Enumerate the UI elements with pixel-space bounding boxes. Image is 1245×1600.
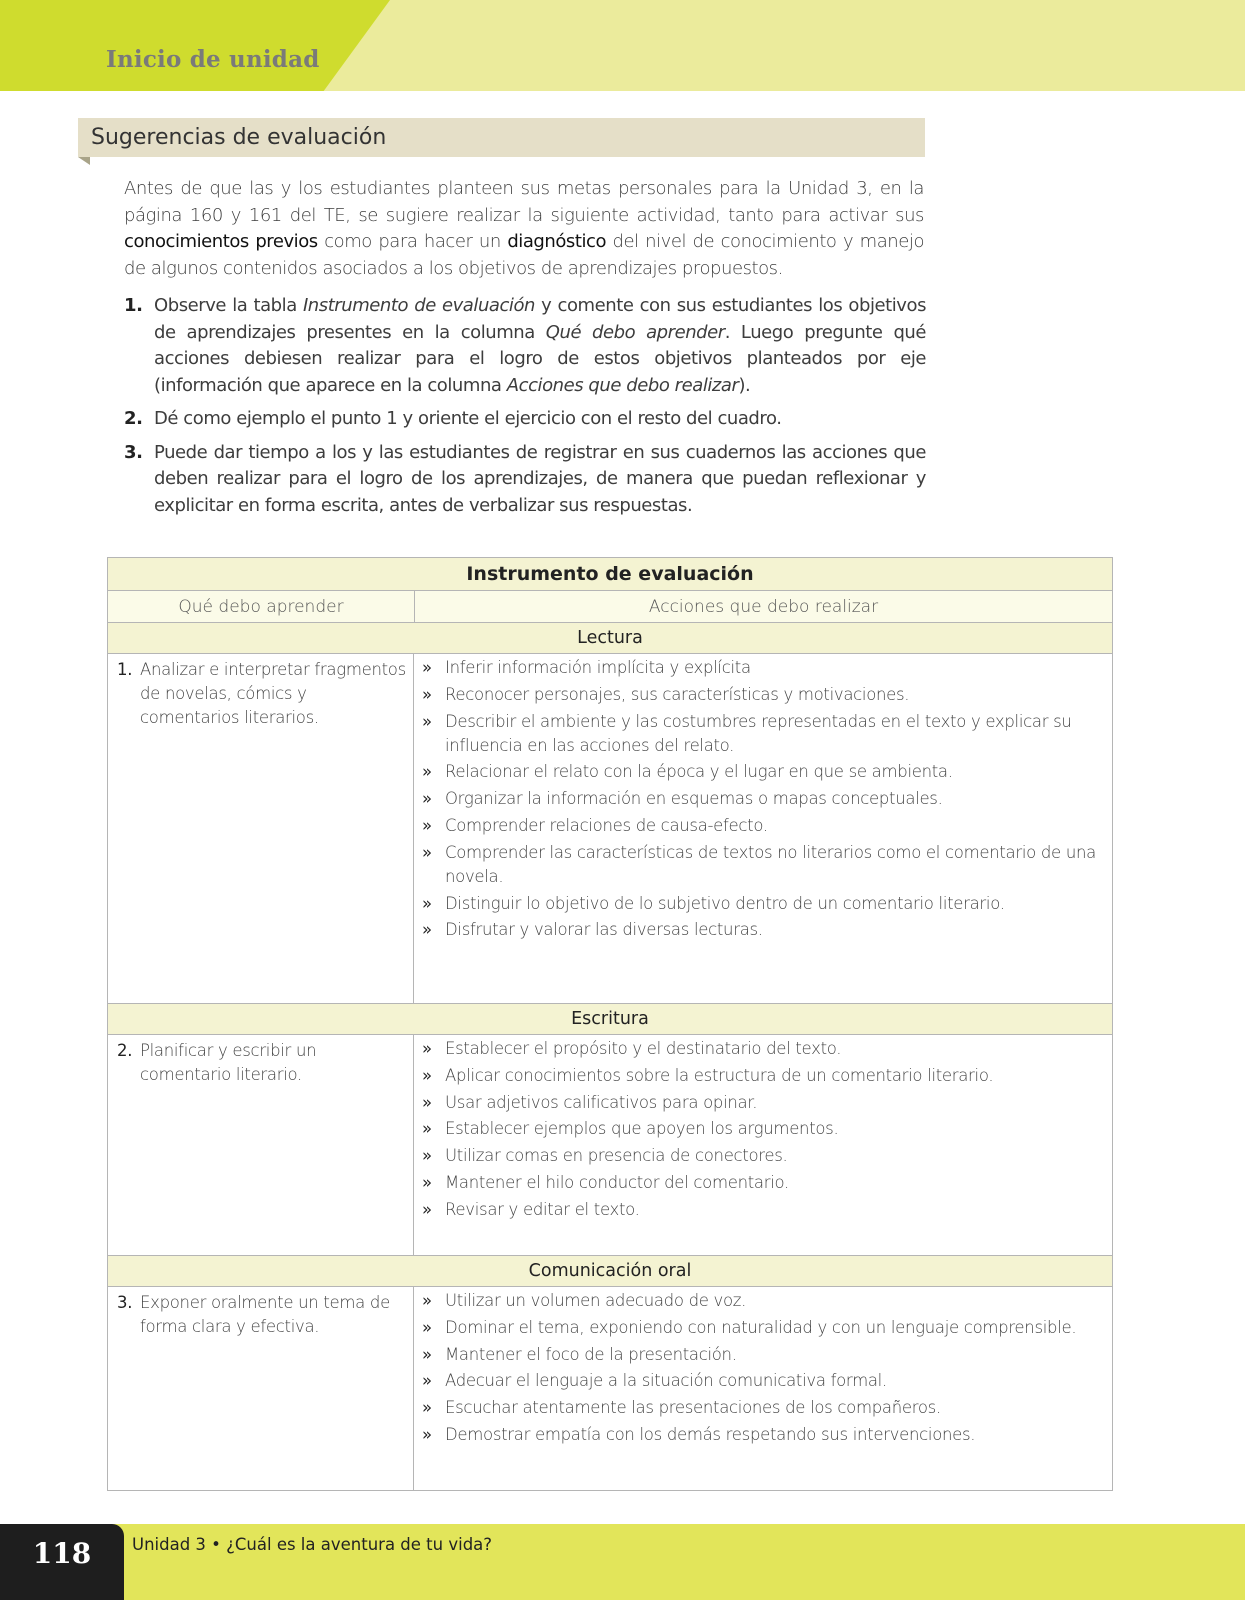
- action-text: Mantener el foco de la presentación.: [445, 1344, 737, 1364]
- action-text: Comprender las características de textos no literarios como el comentario de una novela.: [445, 842, 1096, 886]
- bullet-icon: »: [422, 1065, 432, 1085]
- action-item: [422, 760, 1102, 784]
- page-number: 118: [0, 1524, 124, 1600]
- bullet-icon: »: [422, 1092, 432, 1112]
- bullet-icon: »: [422, 920, 432, 940]
- table-row: [108, 654, 1112, 1003]
- objective-number: 2.: [117, 1041, 133, 1060]
- action-text: Disfrutar y valorar las diversas lecturas.: [445, 920, 763, 940]
- bullet-icon: »: [422, 789, 432, 809]
- footer-unit-title: Unidad 3 • ¿Cuál es la aventura de tu vida?: [132, 1535, 493, 1554]
- action-text: Inferir información implícita y explícita: [445, 658, 751, 677]
- table-row: [108, 1035, 1112, 1255]
- objective-item: [117, 1291, 407, 1339]
- action-text: Relacionar el relato con la época y el lugar en que se ambienta.: [445, 762, 953, 782]
- action-item: [422, 710, 1102, 758]
- bullet-icon: »: [422, 1317, 432, 1337]
- objective-number: 1.: [117, 660, 133, 679]
- bullet-icon: »: [422, 762, 432, 782]
- intro-bold-1: conocimientos previos: [124, 231, 318, 252]
- action-item: [422, 1289, 1102, 1313]
- bullet-icon: »: [422, 1371, 432, 1391]
- intro-bold-2: diagnóstico: [507, 231, 607, 252]
- action-text: Organizar la información en esquemas o mapas conceptuales.: [445, 789, 943, 809]
- action-item: [422, 1117, 1102, 1141]
- bullet-icon: »: [422, 1119, 432, 1139]
- action-text: Utilizar comas en presencia de conectores.: [445, 1146, 788, 1166]
- objective-item: [117, 658, 407, 730]
- section-heading-tab: [78, 157, 90, 165]
- column-header-actions: Acciones que debo realizar: [648, 597, 879, 617]
- action-item: [422, 787, 1102, 811]
- action-item: [422, 1037, 1102, 1061]
- bullet-icon: »: [422, 893, 432, 913]
- actions-cell: [414, 654, 1112, 1003]
- objective-text: Planificar y escribir un comentario literario.: [140, 1041, 317, 1084]
- step-text: Observe la tabla: [154, 295, 303, 316]
- action-text: Establecer el propósito y el destinatario del texto.: [445, 1039, 842, 1058]
- steps-list: [124, 293, 926, 526]
- action-text: Dominar el tema, exponiendo con naturalidad y con un lenguaje comprensible.: [445, 1317, 1077, 1337]
- section-row-escritura: Escritura: [108, 1003, 1112, 1035]
- action-item: [422, 1064, 1102, 1088]
- objective-cell: [108, 1035, 414, 1255]
- objective-cell: [108, 654, 414, 1003]
- bullet-icon: »: [422, 1291, 432, 1310]
- intro-text-2: como para hacer un: [317, 231, 508, 252]
- bullet-icon: »: [422, 1172, 432, 1192]
- objective-text: Analizar e interpretar fragmentos de novelas, cómics y comentarios literarios.: [140, 660, 406, 727]
- step-text: Dé como ejemplo el punto 1 y oriente el ejercicio con el resto del cuadro.: [154, 408, 782, 429]
- actions-list: [422, 1037, 1102, 1222]
- section-row-comunicacion-oral: Comunicación oral: [108, 1255, 1112, 1287]
- objective-text: Exponer oralmente un tema de forma clara y efectiva.: [140, 1293, 390, 1336]
- action-item: [422, 814, 1102, 838]
- step-text: Puede dar tiempo a los y las estudiantes de registrar en sus cuadernos las acciones que deben realizar para el logro de los aprendizajes, de manera que puedan reflexionar y explicitar en forma escrita, antes de verbalizar sus respuestas.: [154, 441, 926, 516]
- bullet-icon: »: [422, 1199, 432, 1219]
- action-text: Adecuar el lenguaje a la situación comunicativa formal.: [445, 1371, 887, 1391]
- objective-cell: [108, 1287, 414, 1490]
- bullet-icon: »: [422, 658, 432, 677]
- bullet-icon: »: [422, 815, 432, 835]
- step-number: 1.: [124, 295, 143, 316]
- column-header-learn: Qué debo aprender: [108, 591, 415, 622]
- action-item: [422, 1423, 1102, 1447]
- evaluation-table: [107, 557, 1113, 1491]
- action-item: [422, 656, 1102, 680]
- section-heading: [78, 118, 925, 157]
- step-italic: Acciones que debo realizar: [506, 374, 739, 396]
- actions-list: [422, 1289, 1102, 1447]
- header-title: Inicio de unidad: [106, 46, 320, 73]
- action-text: Usar adjetivos calificativos para opinar.: [445, 1092, 758, 1112]
- action-text: Reconocer personajes, sus características y motivaciones.: [445, 684, 910, 704]
- step-text: . Luego pregunte qué acciones debiesen realizar para el logro de estos objetivos planteados por eje (información que aparece en la columna: [154, 321, 927, 396]
- action-item: [422, 1091, 1102, 1115]
- action-text: Mantener el hilo conductor del comentario.: [445, 1172, 789, 1192]
- objective-item: [117, 1039, 407, 1087]
- step-number: 2.: [124, 408, 143, 429]
- section-title: Sugerencias de evaluación: [91, 125, 387, 150]
- step-text: ).: [738, 374, 751, 396]
- action-item: [422, 892, 1102, 916]
- table-row: [108, 1287, 1112, 1490]
- action-item: [422, 1144, 1102, 1168]
- action-item: [422, 683, 1102, 707]
- action-text: Establecer ejemplos que apoyen los argumentos.: [445, 1119, 839, 1139]
- action-item: [422, 1343, 1102, 1367]
- bullet-icon: »: [422, 684, 432, 704]
- action-item: [422, 1171, 1102, 1195]
- bullet-icon: »: [422, 1424, 432, 1444]
- intro-text-1: Antes de que las y los estudiantes planteen sus metas personales para la Unidad 3, en la página 160 y 161 del TE, se sugiere realizar la siguiente actividad, tanto para activar sus: [124, 178, 924, 226]
- objective-number: 3.: [117, 1293, 133, 1312]
- bullet-icon: »: [422, 842, 432, 862]
- action-item: [422, 1396, 1102, 1420]
- bullet-icon: »: [422, 1146, 432, 1166]
- bullet-icon: »: [422, 1039, 432, 1058]
- step-item: [124, 406, 926, 433]
- step-italic: Qué debo aprender: [545, 321, 725, 343]
- bullet-icon: »: [422, 1344, 432, 1364]
- action-item: [422, 1369, 1102, 1393]
- action-text: Describir el ambiente y las costumbres representadas en el texto y explicar su influencia en las acciones del relato.: [445, 711, 1072, 755]
- intro-paragraph: [124, 176, 924, 282]
- action-item: [422, 1316, 1102, 1340]
- action-text: Revisar y editar el texto.: [445, 1199, 640, 1219]
- action-text: Comprender relaciones de causa-efecto.: [445, 815, 768, 835]
- actions-list: [422, 656, 1102, 942]
- action-text: Escuchar atentamente las presentaciones de los compañeros.: [445, 1398, 941, 1418]
- section-row-lectura: Lectura: [108, 623, 1112, 654]
- action-item: [422, 918, 1102, 942]
- step-number: 3.: [124, 441, 143, 463]
- action-item: [422, 1198, 1102, 1222]
- step-item: [124, 440, 926, 520]
- bullet-icon: »: [422, 1398, 432, 1418]
- table-column-headers: [108, 591, 1112, 623]
- action-text: Utilizar un volumen adecuado de voz.: [445, 1291, 747, 1310]
- table-title: Instrumento de evaluación: [108, 558, 1112, 591]
- step-item: [124, 293, 926, 399]
- step-text: y comente con sus estudiantes los objetivos de aprendizajes presentes en la columna: [154, 295, 926, 343]
- action-text: Distinguir lo objetivo de lo subjetivo dentro de un comentario literario.: [445, 893, 1005, 913]
- action-text: Aplicar conocimientos sobre la estructura de un comentario literario.: [445, 1065, 994, 1085]
- action-item: [422, 841, 1102, 889]
- intro-text-3: del nivel de conocimiento y manejo de algunos contenidos asociados a los objetivos de aprendizajes propuestos.: [124, 231, 925, 279]
- action-text: Demostrar empatía con los demás respetando sus intervenciones.: [445, 1424, 976, 1444]
- actions-cell: [414, 1035, 1112, 1255]
- step-italic: Instrumento de evaluación: [302, 295, 535, 316]
- actions-cell: [414, 1287, 1112, 1490]
- bullet-icon: »: [422, 711, 432, 731]
